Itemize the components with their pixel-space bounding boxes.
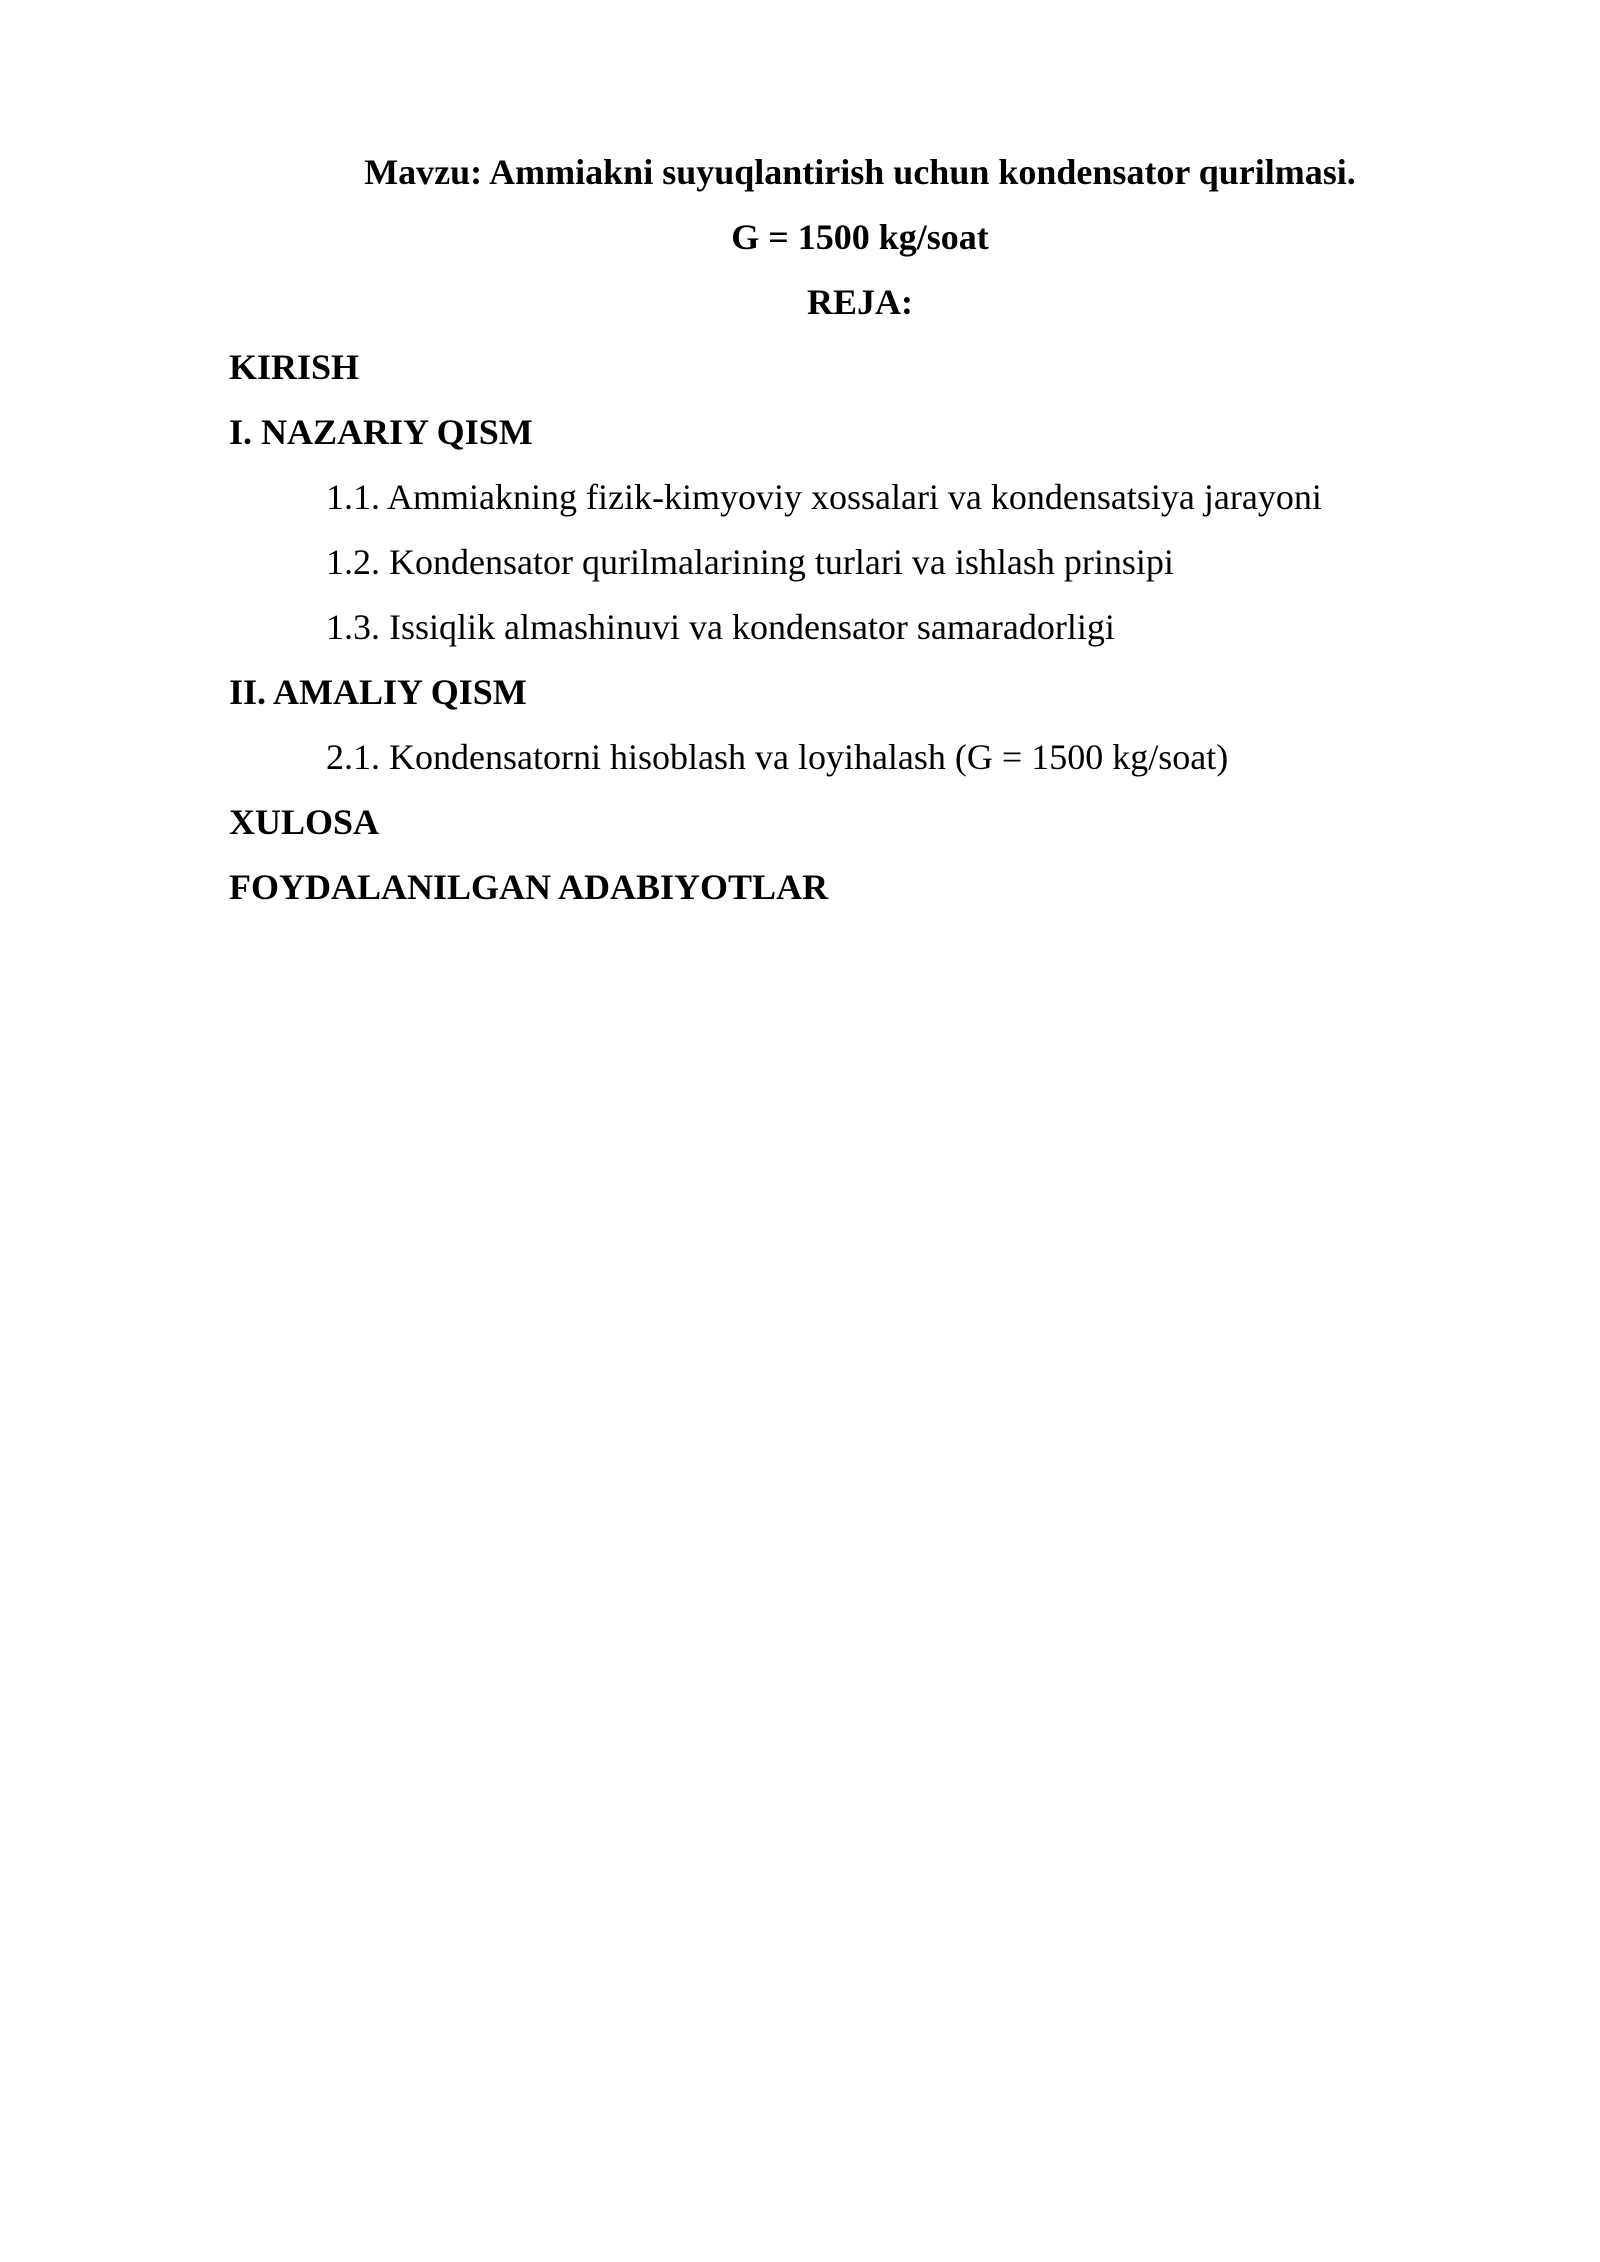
theory-item-1: 1.1. Ammiakning fizik-kimyoviy xossalari va kondensatsiya jarayoni: [326, 477, 1322, 517]
section-practice-heading: II. AMALIY QISM: [229, 672, 527, 712]
practice-item-1: 2.1. Kondensatorni hisoblash va loyihalash (G = 1500 kg/soat): [326, 737, 1229, 777]
document-title: Mavzu: Ammiakni suyuqlantirish uchun kondensator qurilmasi.: [364, 152, 1356, 192]
section-references: FOYDALANILGAN ADABIYOTLAR: [229, 867, 829, 907]
plan-label: REJA:: [807, 282, 913, 322]
theory-item-2: 1.2. Kondensator qurilmalarining turlari va ishlash prinsipi: [326, 542, 1174, 582]
theory-item-3: 1.3. Issiqlik almashinuvi va kondensator samaradorligi: [326, 607, 1115, 647]
section-intro: KIRISH: [229, 347, 360, 387]
document-subtitle: G = 1500 kg/soat: [731, 217, 989, 257]
section-theory-heading: I. NAZARIY QISM: [229, 412, 533, 452]
section-conclusion: XULOSA: [229, 802, 380, 842]
